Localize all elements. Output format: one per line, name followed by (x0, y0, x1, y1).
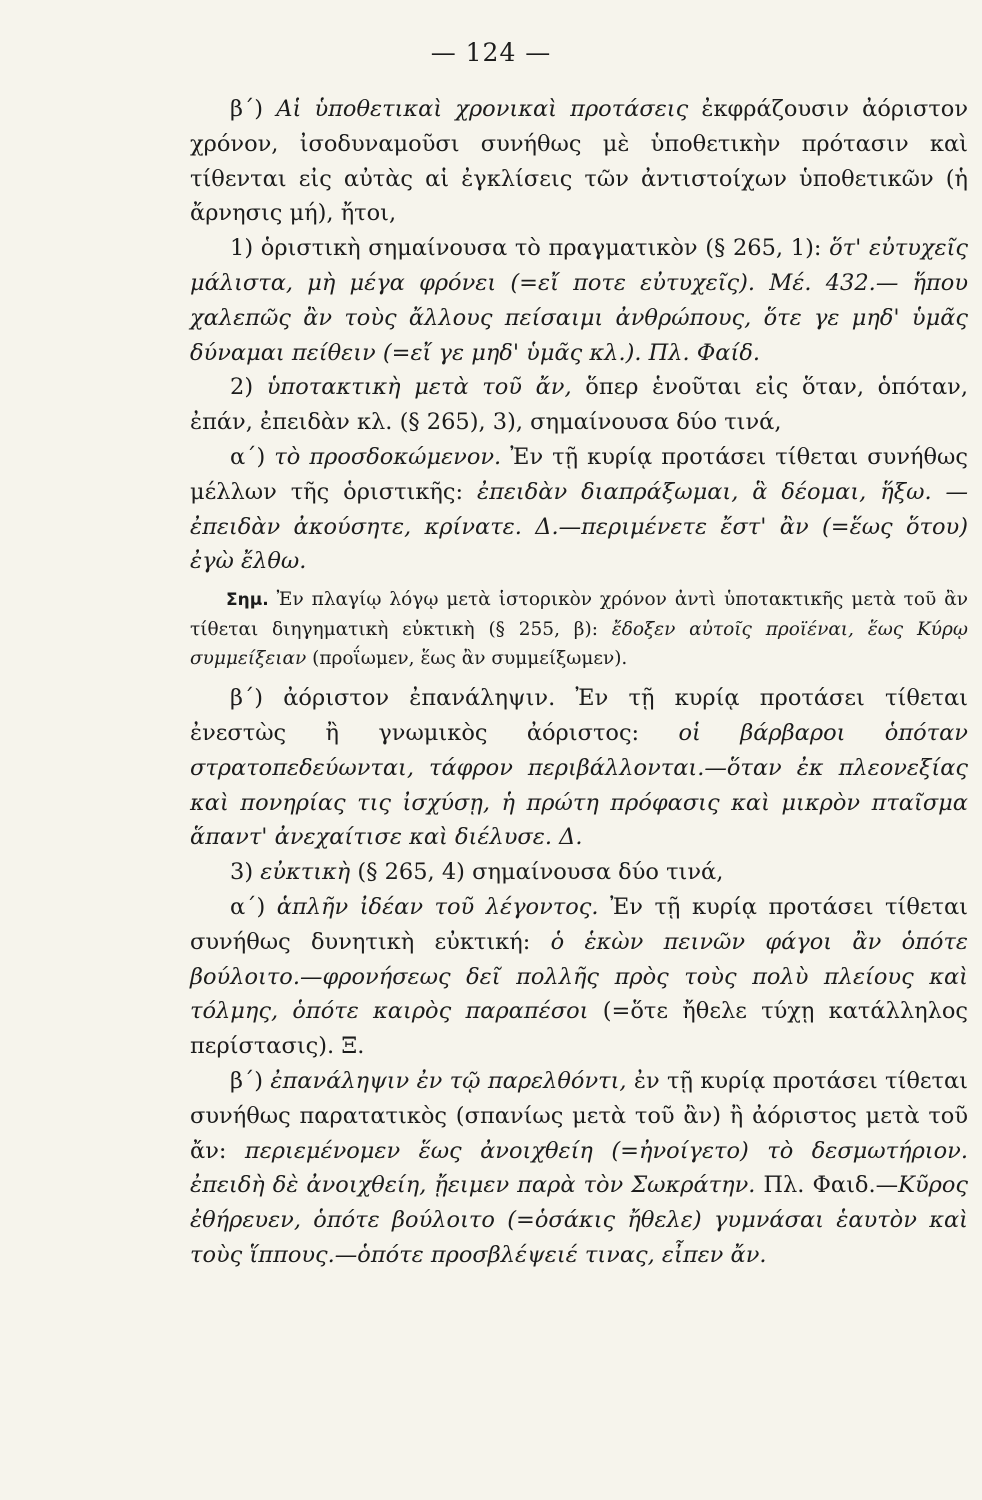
body-text: (προΐωμεν, ἕως ἂν συμμείξωμεν). (306, 648, 628, 670)
body-text: α΄) (230, 893, 277, 920)
greek-example-text: Κῦρος ἐθήρευεν, ὁπότε βούλοιτο (=ὁσάκις ἤθελε) γυμνάσαι ἑαυτὸν καὶ τοὺς ἵππους.—ὁπότε προσβλέψειέ τινας, εἶπεν ἄν. (190, 1172, 969, 1268)
paragraph (190, 370, 968, 440)
paragraph-list (190, 92, 968, 1273)
greek-example-text: Αἱ ὑποθετικαὶ χρονικαὶ προτάσεις (276, 96, 689, 122)
body-text: (§ 265, 4) σημαίνουσα δύο τινά, (350, 859, 724, 886)
paragraph (190, 681, 968, 855)
body-text: (=ὅτε ἤθελε τύχῃ κατάλληλος περίστασις). Ξ. (190, 998, 968, 1060)
body-text: α΄) (230, 443, 275, 470)
body-text: Ἐν τῇ κυρίᾳ προτάσει τίθεται συνήθως μέλλων τῆς ὁριστικῆς: (190, 443, 968, 505)
body-text: 3) (230, 859, 261, 886)
body-text: β΄) (230, 96, 277, 122)
note-paragraph (190, 585, 968, 673)
body-text: Ἐν τῇ κυρίᾳ προτάσει τίθεται συνήθως δυνητικὴ εὐκτική: (190, 893, 968, 955)
greek-example-text: ἁπλῆν ἰδέαν τοῦ λέγοντος. (276, 893, 599, 920)
body-text: Πλ. Φαιδ.— (755, 1172, 899, 1199)
body-text: ὅπερ ἑνοῦται εἰς ὅταν, ὁπόταν, ἐπάν, ἐπειδὰν κλ. (§ 265), 3), σημαίνουσα δύο τινά, (190, 374, 969, 436)
body-text: 2) (230, 374, 267, 401)
paragraph (190, 1064, 968, 1273)
greek-example-text: ἐπανάληψιν ἐν τῷ παρελθόντι, (270, 1067, 627, 1094)
paragraph (190, 440, 968, 579)
note-label: Σημ. (226, 590, 269, 611)
greek-example-text: οἱ βάρβαροι ὁπόταν στρατοπεδεύωνται, τάφρον περιβάλλονται.—ὅταν ἐκ πλεονεξίας καὶ πονηρίας τις ἰσχύσῃ, ἡ πρώτη πρόφασις καὶ μικρὸν πταῖσμα ἅπαντ' ἀνεχαίτισε καὶ διέλυσε. Δ. (190, 719, 968, 851)
greek-example-text: εὐκτικὴ (260, 859, 351, 886)
paragraph (190, 92, 968, 231)
body-text: β΄) ἀόριστον ἐπανάληψιν. Ἐν τῇ κυρίᾳ προτάσει τίθεται ἐνεστὼς ἢ γνωμικὸς ἀόριστος: (190, 685, 968, 746)
greek-example-text: ἔδοξεν αὐτοῖς προϊέναι, ἕως Κύρῳ συμμείξειαν (190, 619, 968, 670)
paragraph (190, 890, 968, 1064)
body-text: β΄) (230, 1067, 271, 1094)
paragraph (190, 855, 968, 890)
greek-example-text: ὁ ἑκὼν πεινῶν φάγοι ἂν ὁπότε βούλοιτο.—φρονήσεως δεῖ πολλῆς πρὸς τοὺς πολὺ πλείους καὶ τόλμης, ὁπότε καιρὸς παραπέσοι (190, 928, 968, 1025)
greek-example-text: ὅτ' εὐτυχεῖς μάλιστα, μὴ μέγα φρόνει (=εἴ ποτε εὐτυχεῖς). Μέ. 432.— ἥπου χαλεπῶς ἂν τοὺς ἄλλους πείσαιμι ἀνθρώπους, ὅτε γε μηδ' ὑμᾶς δύναμαι πείθειν (=εἴ γε μηδ' ὑμᾶς κλ.). Πλ. Φαίδ. (190, 235, 968, 366)
greek-example-text: ἐπειδὰν διαπράξωμαι, ἃ δέομαι, ἥξω. —ἐπειδὰν ἀκούσητε, κρίνατε. Δ.—περιμένετε ἔστ' ἂν (=ἕως ὅτου) ἐγὼ ἔλθω. (190, 478, 968, 575)
body-text: ἐν τῇ κυρίᾳ προτάσει τίθεται συνήθως παρατατικὸς (σπανίως μετὰ τοῦ ἂν) ἢ ἀόριστος μετὰ τοῦ ἄν: (190, 1067, 968, 1164)
greek-example-text: ὑποτακτικὴ μετὰ τοῦ ἄν, (266, 374, 572, 401)
greek-example-text: περιεμένομεν ἕως ἀνοιχθείη (=ἠνοίγετο) τὸ δεσμωτήριον. ἐπειδὴ δὲ ἀνοιχθείη, ᾔειμεν παρὰ τὸν Σωκράτην. (190, 1137, 968, 1199)
body-text: 1) ὁριστικὴ σημαίνουσα τὸ πραγματικὸν (§ 265, 1): (230, 235, 830, 262)
page-number: — 124 — (430, 38, 552, 67)
body-text: ἐκφράζουσιν ἀόριστον χρόνον, ἰσοδυναμοῦσι συνήθως μὲ ὑποθετικὴν πρότασιν καὶ τίθενται εἰς αὐτὰς αἱ ἐγκλίσεις τῶν ἀντιστοίχων ὑποθετικῶν (ἡ ἄρνησις μή), ἤτοι, (190, 96, 968, 227)
paragraph (190, 231, 968, 370)
greek-example-text: τὸ προσδοκώμενον. (274, 443, 502, 470)
body-text: Ἐν πλαγίῳ λόγῳ μετὰ ἱστορικὸν χρόνον ἀντὶ ὑποτακτικῆς μετὰ τοῦ ἂν τίθεται διηγηματικὴ εὐκτικὴ (§ 255, β): (190, 589, 968, 641)
